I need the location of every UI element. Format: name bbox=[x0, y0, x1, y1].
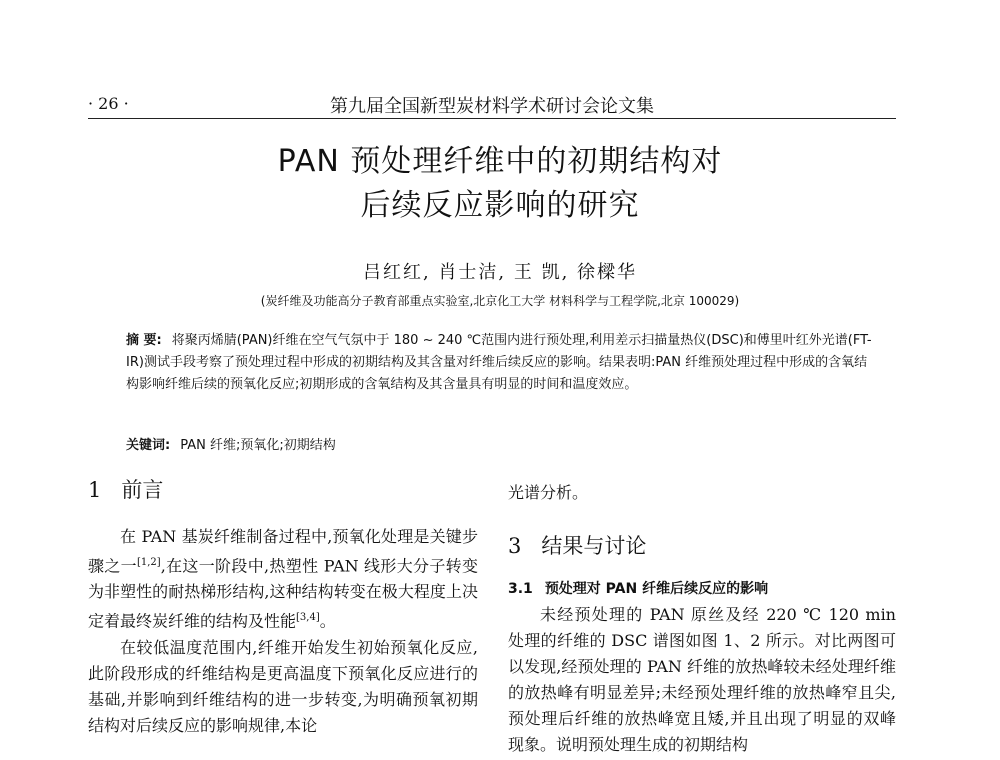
text-run: 在 PAN 基炭纤维制备过程中,预氧化处理是关键步骤之一 bbox=[88, 527, 478, 576]
right-column bbox=[508, 480, 896, 758]
text-run: 。 bbox=[319, 611, 336, 631]
section-title: 结果与讨论 bbox=[541, 534, 647, 558]
affiliation: (炭纤维及功能高分子教育部重点实验室,北京化工大学 材料科学与工程学院,北京 100029) bbox=[260, 294, 740, 308]
citation: [1,2] bbox=[136, 557, 161, 568]
section-title: 前言 bbox=[121, 478, 164, 502]
subsection-title: 预处理对 PAN 纤维后续反应的影响 bbox=[544, 581, 769, 597]
carry-over-text: 光谱分析。 bbox=[508, 483, 589, 502]
section-number: 1 bbox=[88, 478, 102, 502]
paper-title bbox=[130, 140, 870, 228]
journal-title: 第九届全国新型炭材料学术研讨会论文集 bbox=[330, 96, 654, 117]
text-run: ,在这一阶段中,热塑性 PAN 线形大分子转变为非塑性的耐热梯形结构,这种结构转变在极大程度上决定着最终炭纤维的结构及性能 bbox=[88, 556, 478, 631]
keywords bbox=[126, 434, 878, 453]
section-3-1-body bbox=[508, 602, 896, 758]
paragraph: 在较低温度范围内,纤维开始发生初始预氧化反应,此阶段形成的纤维结构是更高温度下预氧化反应进行的基础,并影响到纤维结构的进一步转变,为明确预氧初期结构对后续反应的影响规律,本论 bbox=[88, 637, 478, 735]
running-header bbox=[88, 92, 896, 119]
title-line-1: PAN 预处理纤维中的初期结构对 bbox=[277, 144, 723, 179]
section-number: 3 bbox=[508, 534, 522, 558]
section-1-body bbox=[88, 524, 478, 739]
subsection-number: 3.1 bbox=[508, 581, 533, 597]
page-number: · 26 · bbox=[88, 94, 129, 113]
left-column bbox=[88, 474, 478, 739]
section-3-heading bbox=[508, 530, 896, 560]
keywords-label: 关键词: bbox=[126, 438, 171, 453]
citation: [3,4] bbox=[296, 612, 320, 624]
abstract-label: 摘 要: bbox=[126, 333, 162, 348]
paragraph bbox=[88, 524, 478, 635]
paragraph: 未经预处理的 PAN 原丝及经 220 ℃ 120 min 处理的纤维的 DSC 谱图如图 1、2 所示。对比两图可以发现,经预处理的 PAN 纤维的放热峰较未经处理纤维的放热峰有明显差异;未经预处理纤维的放热峰窄且尖,预处理后纤维的放热峰宽且矮,并且出现了明显的双峰现象。说明预处理生成的初期结构 bbox=[508, 605, 896, 754]
keywords-text: PAN 纤维;预氧化;初期结构 bbox=[180, 438, 336, 453]
title-line-2: 后续反应影响的研究 bbox=[360, 188, 640, 223]
abstract-text: 将聚丙烯腈(PAN)纤维在空气气氛中于 180 ~ 240 ℃范围内进行预处理,利用差示扫描量热仪(DSC)和傅里叶红外光谱(FT-IR)测试手段考察了预处理过程中形成的初期结构及其含量对纤维后续反应的影响。结果表明:PAN 纤维预处理过程中形成的含氧结构影响纤维后续的预氧化反应;初期形成的含氧结构及其含量具有明显的时间和温度效应。 bbox=[126, 333, 872, 392]
authors: 吕红红, 肖士洁, 王 凯, 徐樑华 bbox=[362, 262, 638, 283]
section-1-heading bbox=[88, 474, 478, 504]
abstract bbox=[126, 330, 878, 396]
subsection-3-1-heading bbox=[508, 578, 896, 598]
